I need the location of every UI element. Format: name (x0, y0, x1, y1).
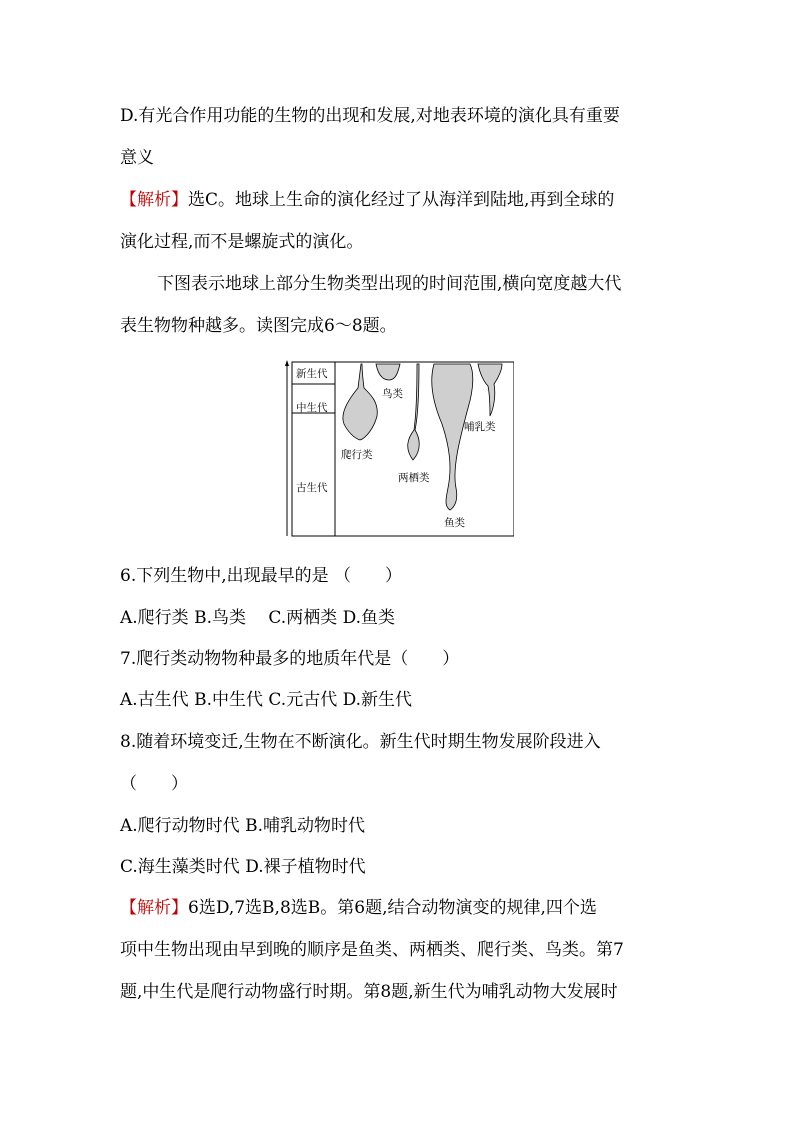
group-label-reptiles: 爬行类 (341, 449, 373, 461)
amphibian-shape (408, 364, 420, 460)
answer-line-1 (120, 898, 597, 918)
question-8: 8.随着环境变迁,生物在不断演化。新生代时期生物发展阶段进入 (120, 732, 601, 752)
reptile-shape (343, 364, 377, 440)
question-7-options: A.古生代 B.中生代 C.元古代 D.新生代 (120, 690, 413, 710)
answer-tag: 【解析】 (120, 898, 188, 918)
fish-shape (432, 364, 473, 510)
group-label-mammals: 哺乳类 (464, 421, 496, 433)
analysis-text: 选C。地球上生命的演化经过了从海洋到陆地,再到全球的 (188, 190, 615, 210)
intro-line-1: 下图表示地球上部分生物类型出现的时间范围,横向宽度越大代 (157, 274, 622, 294)
group-label-amphibians: 两栖类 (398, 472, 430, 484)
line-option-d-cont: 意义 (120, 148, 154, 168)
bird-shape (376, 364, 400, 380)
analysis-tag: 【解析】 (120, 190, 188, 210)
question-8-paren: （ ） (120, 774, 188, 794)
question-8-options-ab: A.爬行动物时代 B.哺乳动物时代 (120, 816, 365, 836)
question-6-options: A.爬行类 B.鸟类 C.两栖类 D.鱼类 (120, 608, 396, 628)
analysis-line-2: 演化过程,而不是螺旋式的演化。 (120, 232, 364, 252)
line-option-d: D.有光合作用功能的生物的出现和发展,对地表环境的演化具有重要 (120, 106, 620, 126)
era-label-cenozoic: 新生代 (296, 368, 328, 380)
question-7: 7.爬行类动物物种最多的地质年代是（ ） (120, 649, 460, 669)
evolution-diagram (284, 358, 514, 538)
intro-line-2: 表生物物种越多。读图完成6～8题。 (120, 316, 397, 336)
mammal-shape (478, 364, 502, 416)
era-label-paleozoic: 古生代 (296, 482, 328, 494)
group-label-birds: 鸟类 (382, 388, 403, 400)
group-label-fish: 鱼类 (444, 517, 465, 529)
era-label-mesozoic: 中生代 (296, 402, 328, 414)
question-8-options-cd: C.海生藻类时代 D.裸子植物时代 (120, 857, 366, 877)
answer-line-3: 题,中生代是爬行动物盛行时期。第8题,新生代为哺乳动物大发展时 (120, 982, 618, 1002)
analysis-line-1 (120, 190, 614, 210)
answer-line-2: 项中生物出现由早到晚的顺序是鱼类、两栖类、爬行类、鸟类。第7 (120, 940, 624, 960)
question-6: 6.下列生物中,出现最早的是 （ ） (120, 566, 403, 586)
answer-text-1: 6选D,7选B,8选B。第6题,结合动物演变的规律,四个选 (188, 898, 597, 918)
